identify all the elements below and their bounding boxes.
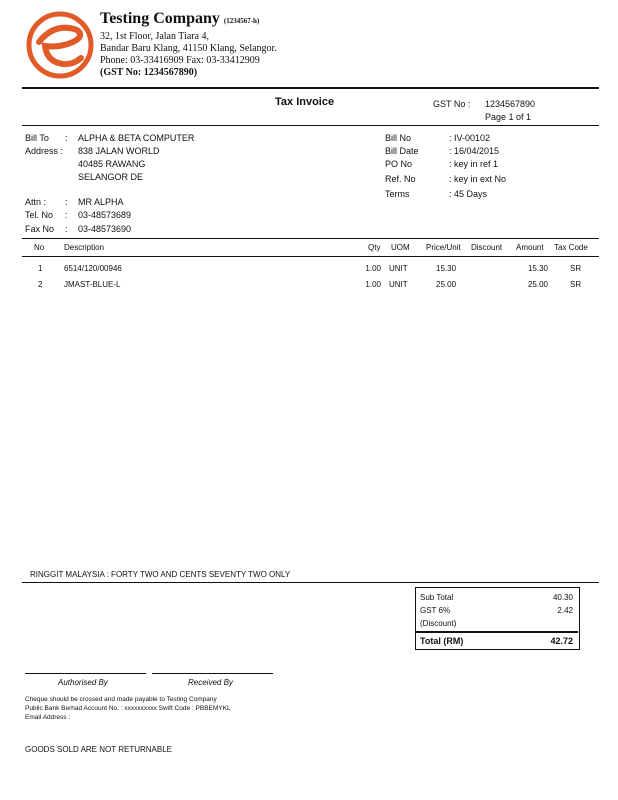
- row-no: 2: [38, 280, 43, 289]
- po-no-value: : key in ref 1: [449, 159, 499, 169]
- authorised-signature-line: [25, 673, 146, 674]
- gst-total-value: 2.42: [557, 606, 573, 615]
- address-label: Address :: [25, 146, 64, 156]
- company-address-line2: Bandar Baru Klang, 41150 Klang, Selangor.: [100, 43, 277, 54]
- received-signature-line: [152, 673, 273, 674]
- total-value: 42.72: [550, 636, 573, 646]
- row-uom: UNIT: [389, 264, 408, 273]
- document-title: Tax Invoice: [275, 96, 335, 108]
- received-by-label: Received By: [188, 678, 233, 687]
- fax-colon: :: [65, 224, 68, 234]
- company-logo: [25, 10, 95, 80]
- row-price: 25.00: [436, 280, 457, 289]
- row-uom: UNIT: [389, 280, 408, 289]
- gst-value: 1234567890: [485, 99, 536, 109]
- col-no: No: [34, 243, 45, 252]
- subtotal-label: Sub Total: [420, 593, 454, 602]
- email-address: Email Address :: [25, 714, 71, 721]
- amount-in-words: RINGGIT MALAYSIA : FORTY TWO AND CENTS SEVENTY TWO ONLY: [30, 570, 291, 579]
- total-label: Total (RM): [420, 636, 464, 646]
- row-amount: 15.30: [527, 264, 548, 273]
- col-qty: Qty: [368, 243, 381, 252]
- gst-label: GST No :: [433, 99, 471, 109]
- ref-no-value: : key in ext No: [449, 174, 507, 184]
- ref-no-label: Ref. No: [385, 174, 416, 184]
- tel-value: 03-48573689: [78, 210, 132, 220]
- bill-date-value: : 16/04/2015: [449, 146, 500, 156]
- company-address-line1: 32, 1st Floor, Jalan Tiara 4,: [100, 31, 210, 42]
- row-no: 1: [38, 264, 43, 273]
- po-no-label: PO No: [385, 159, 413, 169]
- cheque-note: Cheque should be crossed and made payable to Testing Company: [25, 696, 217, 703]
- bill-date-label: Bill Date: [385, 146, 419, 156]
- company-phone-fax: Phone: 03-33416909 Fax: 03-33412909: [100, 55, 260, 66]
- row-description: JMAST-BLUE-L: [64, 280, 121, 289]
- attn-label: Attn :: [25, 197, 47, 207]
- bill-no-label: Bill No: [385, 133, 412, 143]
- row-price: 15.30: [436, 264, 457, 273]
- row-tax-code: SR: [570, 264, 582, 273]
- company-name: Testing Company (1234567-h): [100, 10, 260, 27]
- fax-value: 03-48573690: [78, 224, 132, 234]
- bill-to-label: Bill To: [25, 133, 49, 143]
- gst-total-label: GST 6%: [420, 606, 451, 615]
- bill-to-colon: :: [65, 133, 68, 143]
- row-tax-code: SR: [570, 280, 582, 289]
- col-uom: UOM: [391, 243, 410, 252]
- words-divider: [22, 582, 599, 583]
- bill-no-value: : IV-00102: [449, 133, 491, 143]
- attn-colon: :: [65, 197, 68, 207]
- authorised-by-label: Authorised By: [58, 678, 108, 687]
- fax-label: Fax No: [25, 224, 55, 234]
- discount-label: (Discount): [420, 619, 457, 628]
- attn-value: MR ALPHA: [78, 197, 124, 207]
- terms-label: Terms: [385, 189, 410, 199]
- col-discount: Discount: [471, 243, 503, 252]
- page-number: Page 1 of 1: [485, 112, 532, 122]
- total-divider: [416, 631, 578, 633]
- col-price: Price/Unit: [426, 243, 461, 252]
- table-header-bottom: [22, 256, 599, 257]
- company-logo-e-icon: [25, 10, 95, 80]
- col-description: Description: [64, 243, 105, 252]
- title-divider: [22, 125, 599, 126]
- row-qty: 1.00: [365, 264, 381, 273]
- col-tax-code: Tax Code: [554, 243, 588, 252]
- customer-name: ALPHA & BETA COMPUTER: [78, 133, 195, 143]
- address-line-2: 40485 RAWANG: [78, 159, 146, 169]
- row-description: 6514/120/00946: [64, 264, 122, 273]
- terms-value: : 45 Days: [449, 189, 488, 199]
- col-amount: Amount: [516, 243, 544, 252]
- address-line-3: SELANGOR DE: [78, 172, 144, 182]
- header-divider: [22, 87, 599, 89]
- company-reg-no: (1234567-h): [223, 17, 260, 25]
- company-gst: (GST No: 1234567890): [100, 67, 198, 78]
- row-amount: 25.00: [527, 280, 548, 289]
- row-qty: 1.00: [365, 280, 381, 289]
- returns-note: GOODS SOLD ARE NOT RETURNABLE: [25, 745, 172, 754]
- tel-colon: :: [65, 210, 68, 220]
- address-line-1: 838 JALAN WORLD: [78, 146, 160, 156]
- table-header-top: [22, 238, 599, 239]
- subtotal-value: 40.30: [552, 593, 573, 602]
- tel-label: Tel. No: [25, 210, 54, 220]
- bank-details: Public Bank Berhad Account No. : xxxxxxxxxx Swift Code : PBBEMYKL: [25, 705, 231, 712]
